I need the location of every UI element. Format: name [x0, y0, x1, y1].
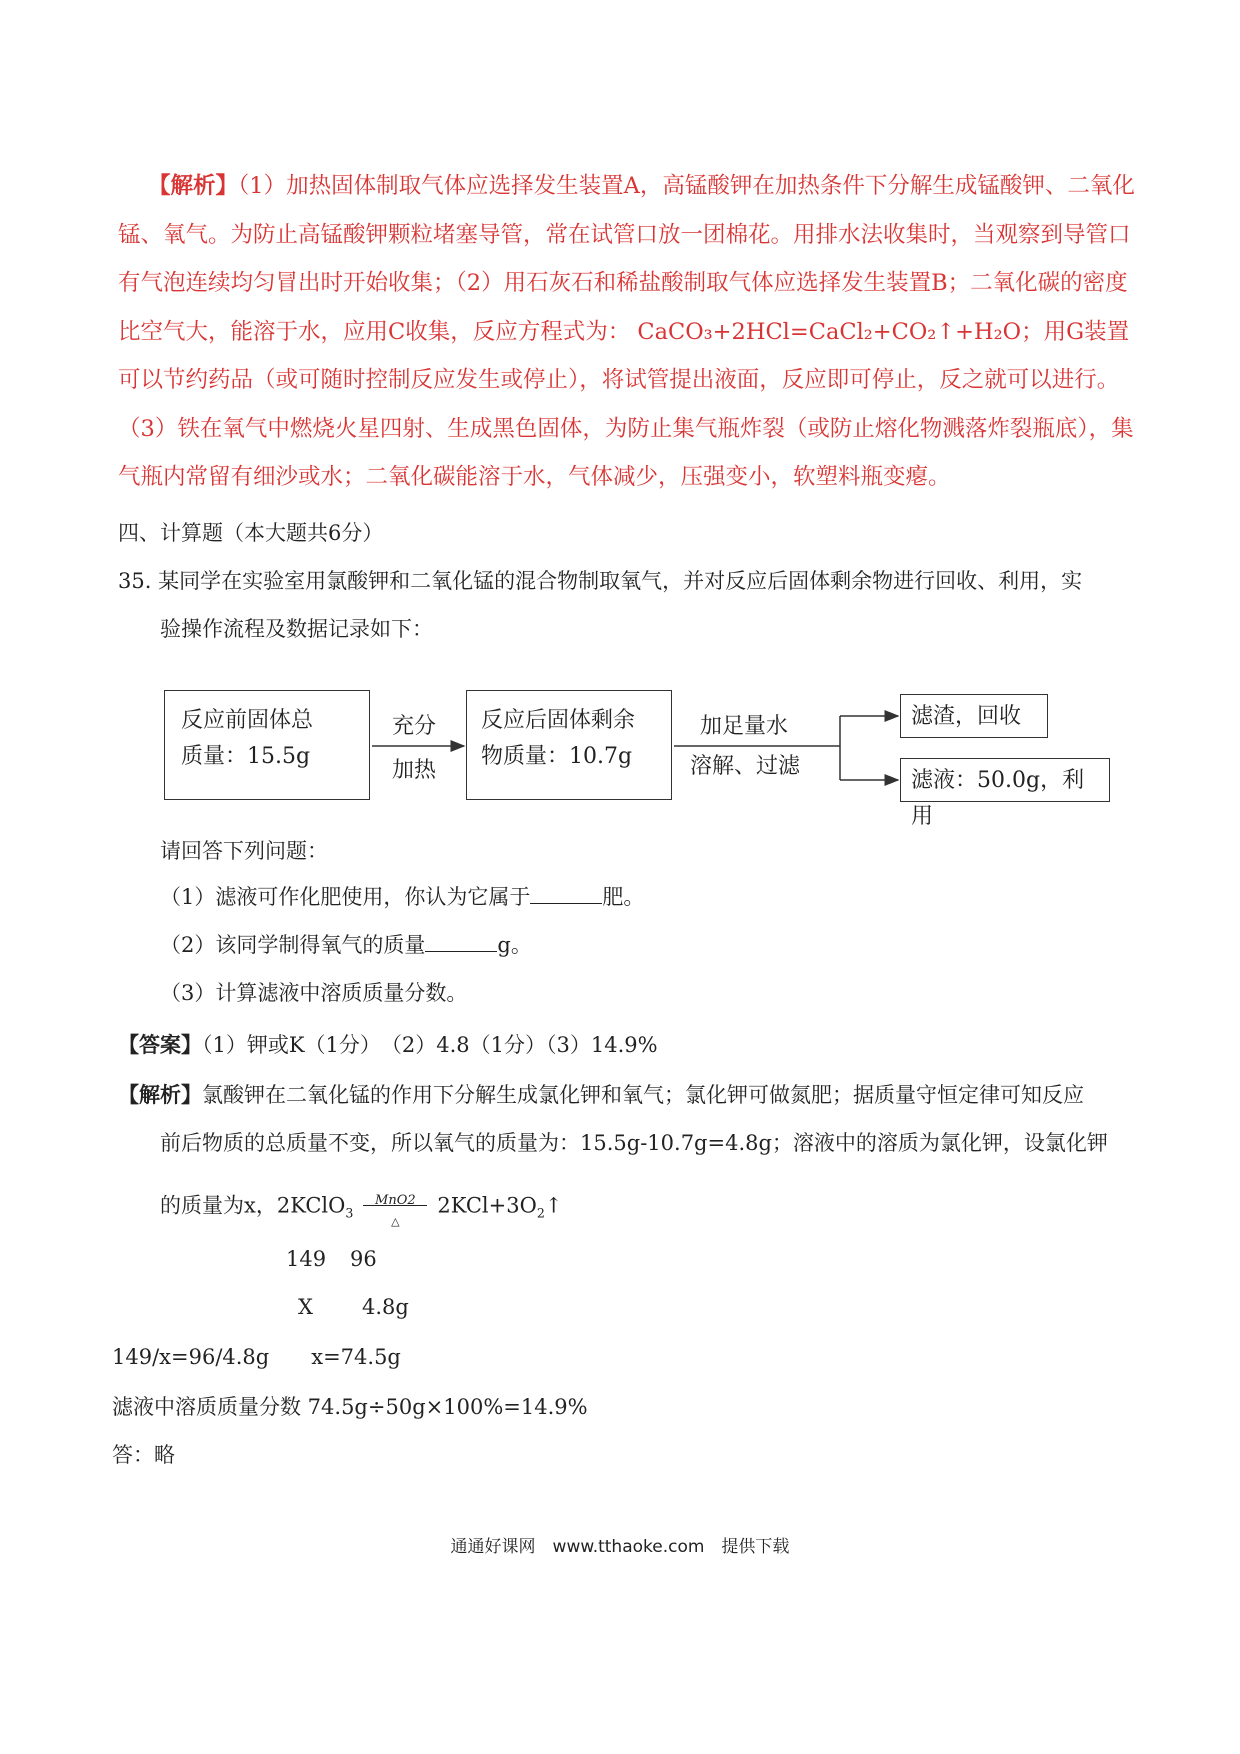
question-line-2: 验操作流程及数据记录如下：	[160, 617, 433, 641]
calc-equation: 149/x=96/4.8g x=74.5g	[112, 1345, 401, 1369]
answer-line	[118, 1030, 658, 1060]
flow-arrow1-bottom: 加热	[392, 758, 437, 783]
answer-label: 【答案】	[118, 1032, 202, 1057]
page-footer: 通通好课网 www.tthaoke.com 提供下载	[450, 1537, 790, 1557]
flow-box-residue-text: 滤渣，回收	[911, 704, 1022, 729]
flow-box-filtrate-text: 滤液：50.0g，利用	[911, 768, 1085, 829]
analysis-line-1: 【解析】氯酸钾在二氧化锰的作用下分解生成氯化钾和氧气；氯化钾可做氮肥；据质量守恒定律可知反应	[118, 1082, 1084, 1107]
blank-2	[425, 931, 497, 952]
flow-arrow1-top: 充分	[392, 714, 437, 739]
flow-arrow2-bottom: 溶解、过滤	[690, 754, 801, 779]
question-text-1: 某同学在实验室用氯酸钾和二氧化锰的混合物制取氧气，并对反应后固体剩余物进行回收、利用，实	[158, 569, 1083, 593]
analysis-red-label: 【解析】	[148, 173, 239, 199]
section-heading: 四、计算题（本大题共6分）	[118, 521, 384, 545]
answer-text: （1）钾或K（1分） （2）4.8（1分）（3）14.9%	[202, 1033, 658, 1057]
flow-arrow2-top: 加足量水	[700, 714, 789, 739]
calc-row1-a: 149	[286, 1247, 327, 1271]
analysis-line-3: 的质量为x，2KClO$_3$ MnO2 △ $2KCl+3O_2↑$	[160, 1190, 562, 1229]
flow-box-after-line2: 物质量：10.7g	[481, 744, 633, 769]
flow-box-before-line1: 反应前固体总	[181, 708, 314, 733]
prompt-text: 请回答下列问题：	[160, 839, 328, 863]
analysis-red-text: （1）加热固体制取气体应选择发生装置A，高锰酸钾在加热条件下分解生成锰酸钾、二氧化锰、氧气。为防止高锰酸钾颗粒堵塞导管，常在试管口放一团棉花。用排水法收集时，当观察到导管口有气泡连续均匀冒出时开始收集；（2）用石灰石和稀盐酸制取气体应选择发生装置B；二氧化碳的密度比空气大，能溶于水，应用C收集，反应方程式为： CaCO₃+2HCl=CaCl₂+CO₂↑+H₂O；用G装置可以节约药品（或可随时控制反应发生或停止），将试管提出液面，反应即可停止，反之就可以进行。（3）铁在氧气中燃烧火星四射、生成黑色固体，为防止集气瓶炸裂（或防止熔化物溅落炸裂瓶底），集气瓶内常留有细沙或水；二氧化碳能溶于水，气体减少，压强变小，软塑料瓶变瘪。	[118, 173, 1135, 490]
calc-row2-a: X	[298, 1295, 313, 1319]
calc-row1-b: 96	[350, 1247, 377, 1271]
flow-box-before-line2: 质量：15.5g	[181, 744, 311, 769]
flow-box-after-line1: 反应后固体剩余	[481, 708, 636, 733]
calc-result: 滤液中溶质质量分数 74.5g÷50g×100%=14.9%	[112, 1395, 588, 1419]
reaction-condition: MnO2 △	[359, 1190, 431, 1224]
question-number: 35.	[118, 569, 152, 593]
final-answer: 答：略	[112, 1443, 175, 1467]
sub-question-1: （1）滤液可作化肥使用，你认为它属于 肥。	[160, 885, 645, 909]
sub-question-3: （3）计算滤液中溶质质量分数。	[160, 981, 468, 1005]
calc-row2-b: 4.8g	[362, 1295, 409, 1319]
analysis-line-2: 前后物质的总质量不变，所以氧气的质量为：15.5g-10.7g=4.8g；溶液中的溶质为氯化钾，设氯化钾	[160, 1131, 1108, 1155]
sub-question-2: （2）该同学制得氧气的质量 g。	[160, 933, 532, 957]
analysis-label: 【解析】	[118, 1082, 202, 1107]
blank-1	[530, 883, 602, 904]
